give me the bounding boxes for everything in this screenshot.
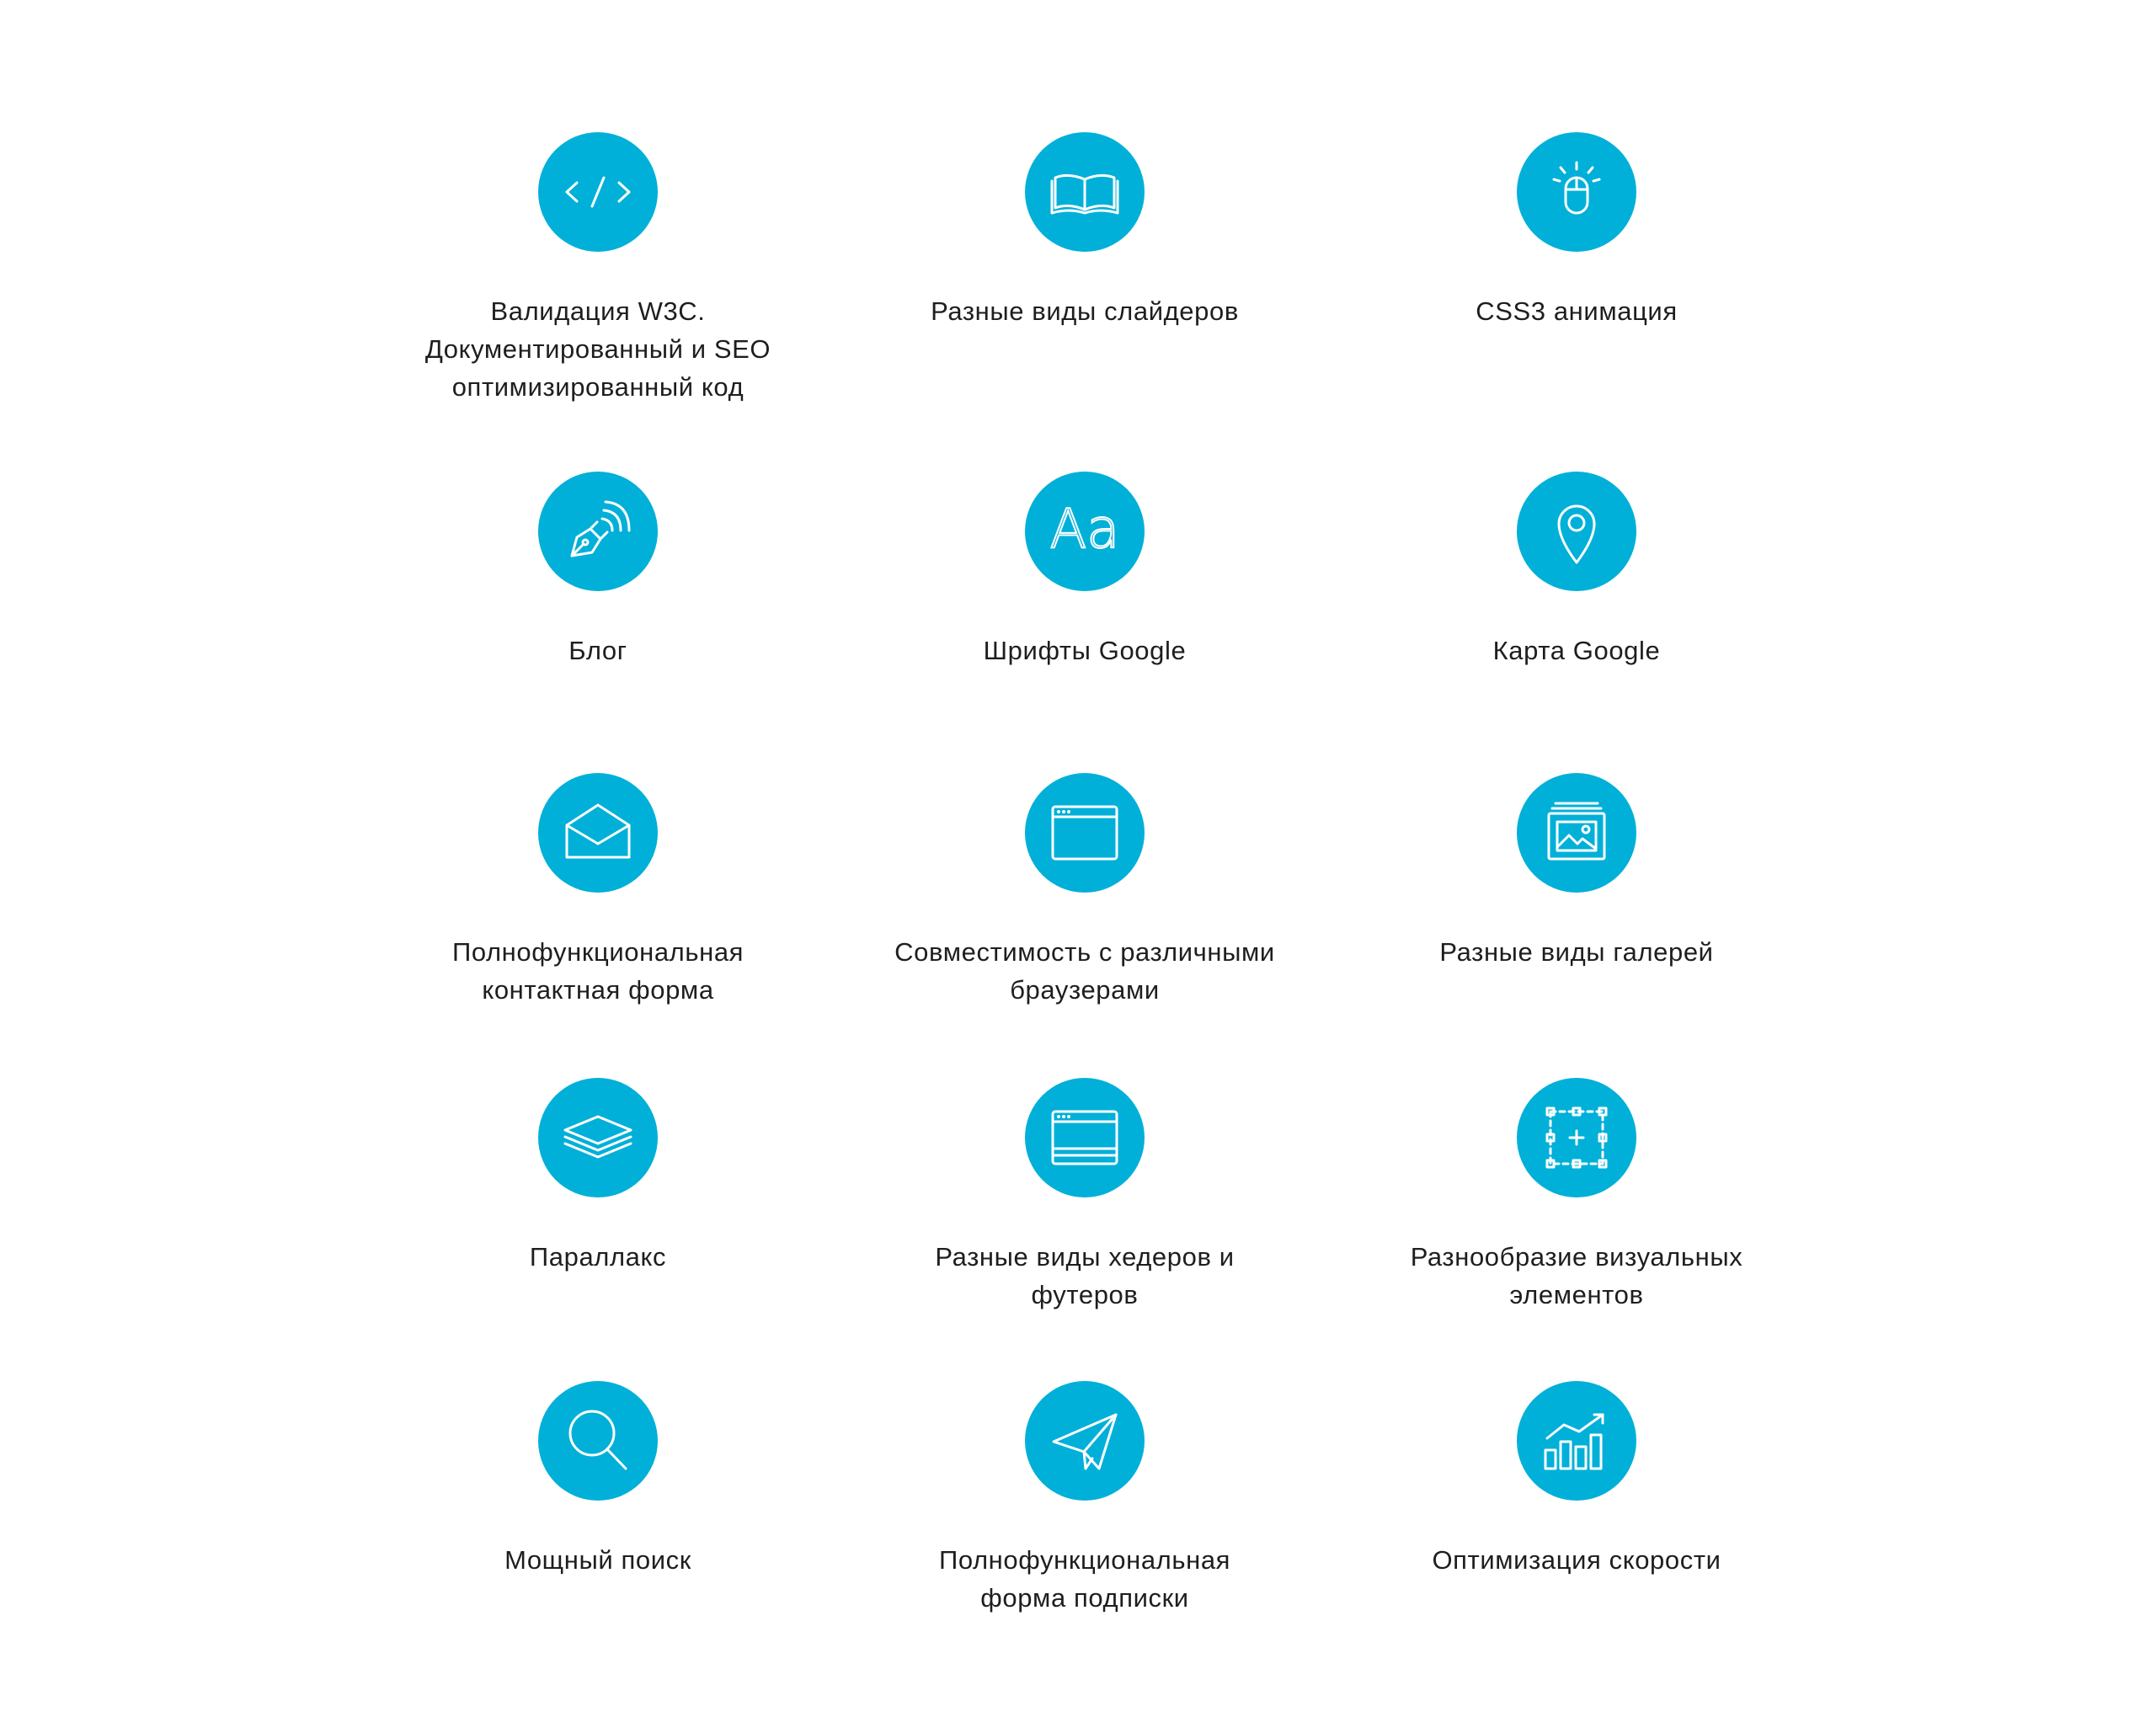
feature-search: [362, 1381, 834, 1579]
feature-label: Совместимость с различными браузерами: [894, 937, 1275, 1005]
pen-feed-icon: [538, 472, 658, 591]
feature-label: Карта Google: [1492, 636, 1661, 665]
feature-headers-footers: [849, 1078, 1321, 1314]
browser-window-icon: [1025, 773, 1145, 893]
feature-css3-animation: [1341, 132, 1812, 330]
feature-galleries: [1341, 773, 1812, 971]
feature-label: Полнофункциональная контактная форма: [451, 937, 744, 1005]
feature-sliders: [849, 132, 1321, 330]
map-pin-icon: [1517, 472, 1636, 591]
feature-visual-elements: [1341, 1078, 1812, 1314]
paper-plane-icon: [1025, 1381, 1145, 1501]
font-glyph: Aa: [1049, 499, 1120, 561]
search-icon: [538, 1381, 658, 1501]
feature-label: Шрифты Google: [983, 636, 1187, 665]
feature-google-fonts: [849, 472, 1321, 669]
feature-label: Параллакс: [529, 1242, 667, 1272]
envelope-icon: [538, 773, 658, 893]
feature-label: Мощный поиск: [504, 1545, 691, 1575]
chart-growth-icon: [1517, 1381, 1636, 1501]
header-footer-icon: [1025, 1078, 1145, 1197]
feature-label: Оптимизация скорости: [1432, 1545, 1721, 1575]
feature-contact-form: [362, 773, 834, 1009]
feature-subscribe-form: [849, 1381, 1321, 1617]
feature-browser-compatibility: [849, 773, 1321, 1009]
selection-icon: [1517, 1078, 1636, 1197]
feature-google-map: [1341, 472, 1812, 669]
layers-icon: [538, 1078, 658, 1197]
feature-label: Разные виды слайдеров: [931, 296, 1239, 326]
feature-label: CSS3 анимация: [1476, 296, 1678, 326]
feature-parallax: [362, 1078, 834, 1276]
feature-label: Разные виды галерей: [1439, 937, 1714, 967]
book-icon: [1025, 132, 1145, 252]
gallery-icon: [1517, 773, 1636, 893]
feature-label: Разнообразие визуальных элементов: [1410, 1242, 1743, 1309]
feature-label: Блог: [568, 636, 627, 665]
feature-blog: [362, 472, 834, 669]
font-icon: [1025, 472, 1145, 591]
feature-label: Разные виды хедеров и футеров: [935, 1242, 1235, 1309]
feature-label: Полнофункциональная форма подписки: [938, 1545, 1231, 1613]
feature-speed-optimization: [1341, 1381, 1812, 1579]
code-icon: [538, 132, 658, 252]
feature-w3c-validation: [362, 132, 834, 406]
feature-label: Валидация W3C. Документированный и SEO оптимизированный код: [424, 296, 771, 402]
mouse-click-icon: [1517, 132, 1636, 252]
